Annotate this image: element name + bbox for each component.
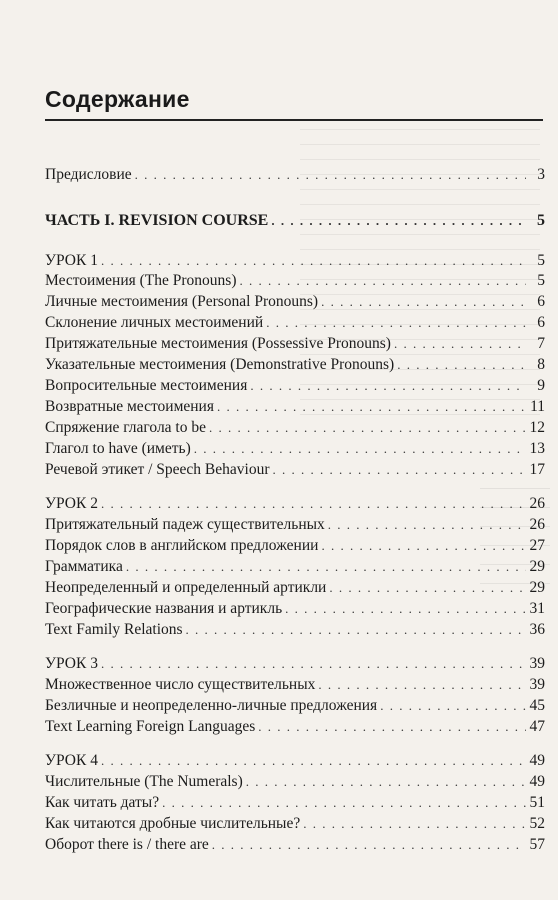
- toc-entry-title: Вопросительные местоимения: [45, 377, 248, 394]
- dot-leader: [380, 698, 526, 714]
- toc-page-number: 45: [529, 697, 545, 714]
- toc-page-number: 57: [529, 836, 545, 853]
- toc-entry: [45, 676, 545, 697]
- dot-leader: [328, 517, 526, 533]
- toc-entry: [45, 794, 545, 815]
- toc-entry: [45, 516, 545, 537]
- toc-entry: [45, 377, 545, 398]
- toc-entry-title: Числительные (The Numerals): [45, 773, 243, 790]
- toc-entry: [45, 398, 545, 419]
- dot-leader: [212, 837, 526, 853]
- toc-entry: [45, 166, 545, 187]
- toc-entry: [45, 621, 545, 642]
- toc-entry: [45, 252, 545, 273]
- dot-leader: [186, 622, 526, 638]
- dot-leader: [126, 559, 526, 575]
- dot-leader: [217, 399, 526, 415]
- toc-entry-title: Речевой этикет / Speech Behaviour: [45, 461, 270, 478]
- toc-entry: [45, 558, 545, 579]
- toc-page-number: 49: [529, 773, 545, 790]
- toc-entry-title: Text Family Relations: [45, 621, 183, 638]
- toc-page-number: 52: [529, 815, 545, 832]
- toc-page-number: 13: [529, 440, 545, 457]
- toc-entry-title: Предисловие: [45, 166, 132, 183]
- toc-page-number: 47: [529, 718, 545, 735]
- dot-leader: [271, 213, 526, 229]
- toc-entry-title: Возвратные местоимения: [45, 398, 214, 415]
- toc-entry: [45, 461, 545, 482]
- toc-entry: [45, 314, 545, 335]
- toc-entry: [45, 655, 545, 676]
- toc-entry: [45, 836, 545, 857]
- toc-entry: [45, 752, 545, 773]
- dot-leader: [194, 441, 526, 457]
- dot-leader: [101, 253, 526, 269]
- toc-entry-title: Склонение личных местоимений: [45, 314, 264, 331]
- dot-leader: [246, 774, 526, 790]
- dot-leader: [397, 357, 526, 373]
- toc-page-number: 3: [537, 166, 545, 183]
- dot-leader: [266, 315, 526, 331]
- toc-page-number: 29: [529, 558, 545, 575]
- toc-entry-title: Личные местоимения (Personal Pronouns): [45, 293, 319, 310]
- dot-leader: [101, 753, 526, 769]
- toc-page-number: 27: [529, 537, 545, 554]
- toc-page-number: 5: [537, 212, 545, 229]
- toc-entry-title: Указательные местоимения (Demonstrative Pronouns): [45, 356, 395, 373]
- toc-entry-title: Безличные и неопределенно-личные предложения: [45, 697, 378, 714]
- toc-entry: [45, 718, 545, 739]
- dot-leader: [135, 167, 526, 183]
- toc-entry: [45, 272, 545, 293]
- toc-page-number: 6: [537, 293, 545, 310]
- toc-page-number: 49: [529, 752, 545, 769]
- toc-entry-title: Притяжательные местоимения (Possessive Pronouns): [45, 335, 391, 352]
- toc-entry: [45, 440, 545, 461]
- toc-entry-title: Неопределенный и определенный артикли: [45, 579, 327, 596]
- toc-page-number: 8: [537, 356, 545, 373]
- toc-entry-title: УРОК 4: [45, 752, 98, 769]
- toc-page-number: 6: [537, 314, 545, 331]
- toc-entry: [45, 293, 545, 314]
- toc-page-number: 11: [530, 398, 545, 415]
- toc-entry-title: Множественное число существительных: [45, 676, 316, 693]
- dot-leader: [250, 378, 526, 394]
- toc-page-number: 17: [529, 461, 545, 478]
- toc-page-number: 7: [537, 335, 545, 352]
- toc-page-number: 5: [537, 272, 545, 289]
- page-title: Содержание: [45, 86, 190, 112]
- title-rule: [45, 119, 543, 121]
- toc-part-heading: [45, 212, 545, 233]
- dot-leader: [258, 719, 526, 735]
- toc-page-number: 36: [529, 621, 545, 638]
- dot-leader: [285, 601, 526, 617]
- dot-leader: [318, 677, 526, 693]
- toc-entry: [45, 495, 545, 516]
- dot-leader: [303, 816, 526, 832]
- toc-entry-title: Спряжение глагола to be: [45, 419, 206, 436]
- toc-entry: [45, 579, 545, 600]
- dot-leader: [321, 538, 526, 554]
- dot-leader: [394, 336, 526, 352]
- toc-page-number: 12: [529, 419, 545, 436]
- dot-leader: [101, 656, 526, 672]
- dot-leader: [321, 294, 526, 310]
- toc-entry-title: УРОК 2: [45, 495, 98, 512]
- dot-leader: [273, 462, 527, 478]
- dot-leader: [329, 580, 526, 596]
- toc-entry: [45, 697, 545, 718]
- toc-entry-title: Text Learning Foreign Languages: [45, 718, 256, 735]
- dot-leader: [209, 420, 526, 436]
- dot-leader: [101, 496, 526, 512]
- toc-entry-title: Притяжательный падеж существительных: [45, 516, 325, 533]
- toc-entry-title: Порядок слов в английском предложении: [45, 537, 319, 554]
- toc-entry: [45, 815, 545, 836]
- toc-entry-title: УРОК 3: [45, 655, 98, 672]
- toc-page-number: 26: [529, 516, 545, 533]
- toc-entry-title: Географические названия и артикль: [45, 600, 283, 617]
- toc-entry: [45, 537, 545, 558]
- toc-entry-title: УРОК 1: [45, 252, 98, 269]
- dot-leader: [239, 273, 526, 289]
- toc-page-number: 9: [537, 377, 545, 394]
- toc-entry: [45, 773, 545, 794]
- toc-page-number: 5: [537, 252, 545, 269]
- toc-entry-title: Грамматика: [45, 558, 123, 575]
- toc-entry: [45, 419, 545, 440]
- toc-entry-title: Как читать даты?: [45, 794, 160, 811]
- toc-page-number: 29: [529, 579, 545, 596]
- toc-page-number: 31: [529, 600, 545, 617]
- toc-entry: [45, 335, 545, 356]
- toc-entry-title: ЧАСТЬ I. REVISION COURSE: [45, 212, 269, 229]
- toc-entry: [45, 356, 545, 377]
- toc-entry-title: Местоимения (The Pronouns): [45, 272, 237, 289]
- toc-entry-title: Глагол to have (иметь): [45, 440, 191, 457]
- toc-page-number: 51: [529, 794, 545, 811]
- toc-page-number: 26: [529, 495, 545, 512]
- dot-leader: [162, 795, 526, 811]
- toc-page-number: 39: [529, 676, 545, 693]
- toc-entry: [45, 600, 545, 621]
- toc-page-number: 39: [529, 655, 545, 672]
- toc-entry-title: Оборот there is / there are: [45, 836, 209, 853]
- toc-entry-title: Как читаются дробные числительные?: [45, 815, 301, 832]
